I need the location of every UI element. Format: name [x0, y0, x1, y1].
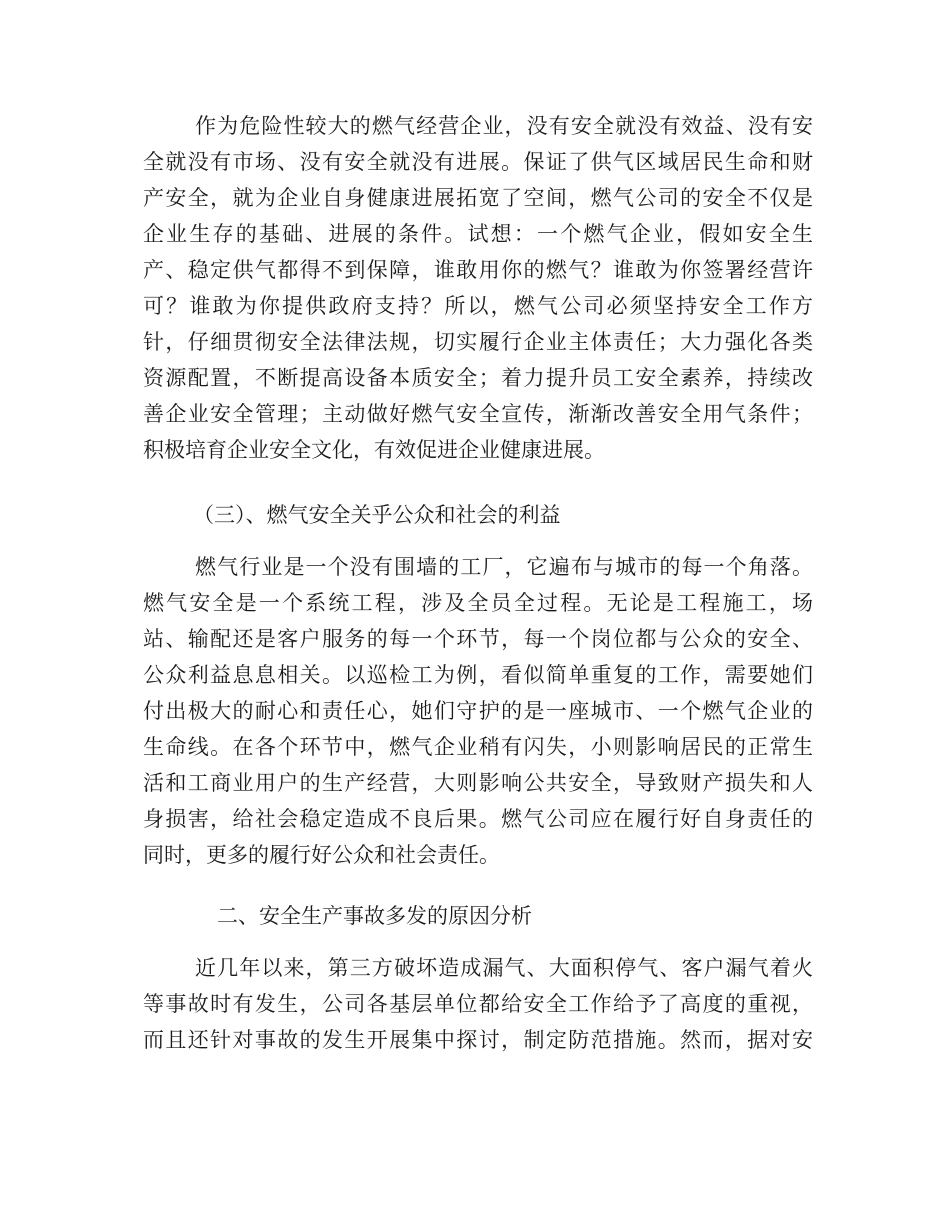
paragraph-3-line-1: 近几年以来，第三方破坏造成漏气、大面积停气、客户漏气着火 — [195, 956, 813, 980]
paragraph-2-line-4: 公众利益息息相关。以巡检工为例，看似简单重复的工作，需要她们 — [143, 663, 813, 687]
paragraph-1-line-7: 针，仔细贯彻安全法律法规，切实履行企业主体责任；大力强化各类 — [143, 330, 813, 354]
paragraph-3-line-3: 而且还针对事故的发生开展集中探讨，制定防范措施。然而，据对安 — [143, 1028, 813, 1052]
paragraph-1-line-6: 可？谁敢为你提供政府支持？所以，燃气公司必须坚持安全工作方 — [143, 294, 813, 318]
paragraph-1-line-5: 产、稳定供气都得不到保障，谁敢用你的燃气？谁敢为你签署经营许 — [143, 258, 813, 282]
paragraph-1-line-2: 全就没有市场、没有安全就没有进展。保证了供气区域居民生命和财 — [143, 150, 813, 174]
paragraph-1-line-3: 产安全，就为企业自身健康进展拓宽了空间，燃气公司的安全不仅是 — [143, 186, 813, 210]
paragraph-3-line-2: 等事故时有发生，公司各基层单位都给安全工作给予了高度的重视， — [143, 992, 813, 1016]
paragraph-1-line-10: 积极培育企业安全文化，有效促进企业健康进展。 — [143, 438, 605, 462]
paragraph-2-line-7: 活和工商业用户的生产经营，大则影响公共安全，导致财产损失和人 — [143, 771, 813, 795]
paragraph-2-line-2: 燃气安全是一个系统工程，涉及全员全过程。无论是工程施工，场 — [143, 591, 813, 615]
paragraph-1-line-1: 作为危险性较大的燃气经营企业，没有安全就没有效益、没有安 — [195, 114, 813, 138]
paragraph-1-line-4: 企业生存的基础、进展的条件。试想：一个燃气企业，假如安全生 — [143, 222, 813, 246]
paragraph-1-line-8: 资源配置，不断提高设备本质安全；着力提升员工安全素养，持续改 — [143, 366, 813, 390]
section-heading-3: （三）、燃气安全关乎公众和社会的利益 — [193, 503, 561, 527]
paragraph-2-line-8: 身损害，给社会稳定造成不良后果。燃气公司应在履行好自身责任的 — [143, 807, 813, 831]
paragraph-2-line-9: 同时，更多的履行好公众和社会责任。 — [143, 843, 500, 867]
paragraph-2-line-5: 付出极大的耐心和责任心，她们守护的是一座城市、一个燃气企业的 — [143, 699, 813, 723]
paragraph-2-line-1: 燃气行业是一个没有围墙的工厂，它遍布与城市的每一个角落。 — [195, 555, 813, 579]
paragraph-1-line-9: 善企业安全管理；主动做好燃气安全宣传，渐渐改善安全用气条件； — [143, 402, 813, 426]
paragraph-2-line-3: 站、输配还是客户服务的每一个环节，每一个岗位都与公众的安全、 — [143, 627, 813, 651]
paragraph-2-line-6: 生命线。在各个环节中，燃气企业稍有闪失，小则影响居民的正常生 — [143, 735, 813, 759]
section-heading-2: 二、安全生产事故多发的原因分析 — [217, 904, 532, 928]
